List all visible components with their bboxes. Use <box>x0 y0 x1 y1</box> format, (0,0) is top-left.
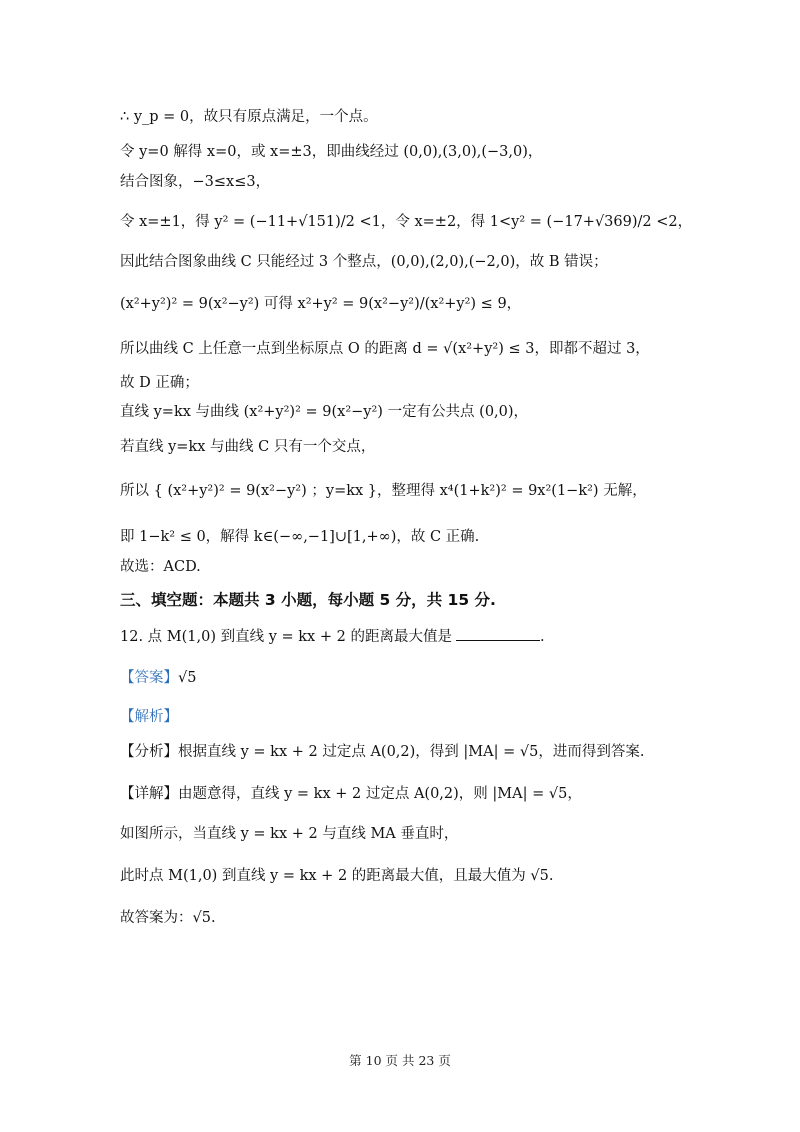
fenxi-tag: 【分析】 <box>120 744 178 760</box>
solution-line-7: 所以曲线 C 上任意一点到坐标原点 O 的距离 d = √(x²+y²) ≤ 3，即都不超过 3， <box>120 341 650 357</box>
solution-line-5: 因此结合图象曲线 C 只能经过 3 个整点，(0,0),(2,0),(−2,0)，故 B 错误； <box>120 254 608 270</box>
solution-line-13: 故选：ACD. <box>120 559 201 575</box>
solution-line-8: 故 D 正确； <box>120 375 199 391</box>
question-end: . <box>539 629 545 645</box>
fenxi-line <box>120 742 730 762</box>
xiangjie-line <box>120 784 730 804</box>
solution-line-2: 令 y=0 解得 x=0，或 x=±3，即曲线经过 (0,0),(3,0),(−3,0)， <box>120 144 543 160</box>
tail-line-2: 此时点 M(1,0) 到直线 y = kx + 2 的距离最大值，且最大值为 √5. <box>120 868 554 884</box>
solution-line-9: 直线 y=kx 与曲线 (x²+y²)² = 9(x²−y²) 一定有公共点 (0,0)， <box>120 404 529 420</box>
fenxi-text: 根据直线 y = kx + 2 过定点 A(0,2)，得到 |MA| = √5，进而得到答案. <box>178 744 645 760</box>
tail-line-3: 故答案为：√5. <box>120 910 216 926</box>
solution-line-1: ∴ y_p = 0，故只有原点满足，一个点。 <box>120 109 378 125</box>
page-footer: 第 10 页 共 23 页 <box>349 1053 451 1068</box>
xiangjie-tag: 【详解】 <box>120 786 178 802</box>
question-text: 12. 点 M(1,0) 到直线 y = kx + 2 的距离最大值是 <box>120 629 452 645</box>
answer-blank <box>456 626 540 641</box>
solution-line-11: 所以 { (x²+y²)² = 9(x²−y²) ；y=kx }，整理得 x⁴(1+k²)² = 9x²(1−k²) 无解， <box>120 483 647 499</box>
answer-tag: 【答案】 <box>120 670 178 686</box>
section-heading: 三、填空题：本题共 3 小题，每小题 5 分，共 15 分. <box>120 591 496 609</box>
solution-line-3: 结合图象，−3≤x≤3， <box>120 174 271 190</box>
solution-line-10: 若直线 y=kx 与曲线 C 只有一个交点， <box>120 439 376 455</box>
question-12 <box>120 626 730 647</box>
solution-line-12: 即 1−k² ≤ 0，解得 k∈(−∞,−1]∪[1,+∞)，故 C 正确. <box>120 529 480 545</box>
analysis-line <box>120 707 730 727</box>
answer-line <box>120 668 730 688</box>
analysis-tag: 【解析】 <box>120 709 178 725</box>
solution-line-6: (x²+y²)² = 9(x²−y²) 可得 x²+y² = 9(x²−y²)/(x²+y²) ≤ 9， <box>120 296 522 312</box>
solution-line-4: 令 x=±1，得 y² = (−11+√151)/2 <1，令 x=±2，得 1<y² = (−17+√369)/2 <2， <box>120 214 693 230</box>
tail-line-1: 如图所示，当直线 y = kx + 2 与直线 MA 垂直时， <box>120 826 459 842</box>
xiangjie-text: 由题意得，直线 y = kx + 2 过定点 A(0,2)，则 |MA| = √5， <box>178 786 582 802</box>
answer-value: √5 <box>178 670 197 686</box>
